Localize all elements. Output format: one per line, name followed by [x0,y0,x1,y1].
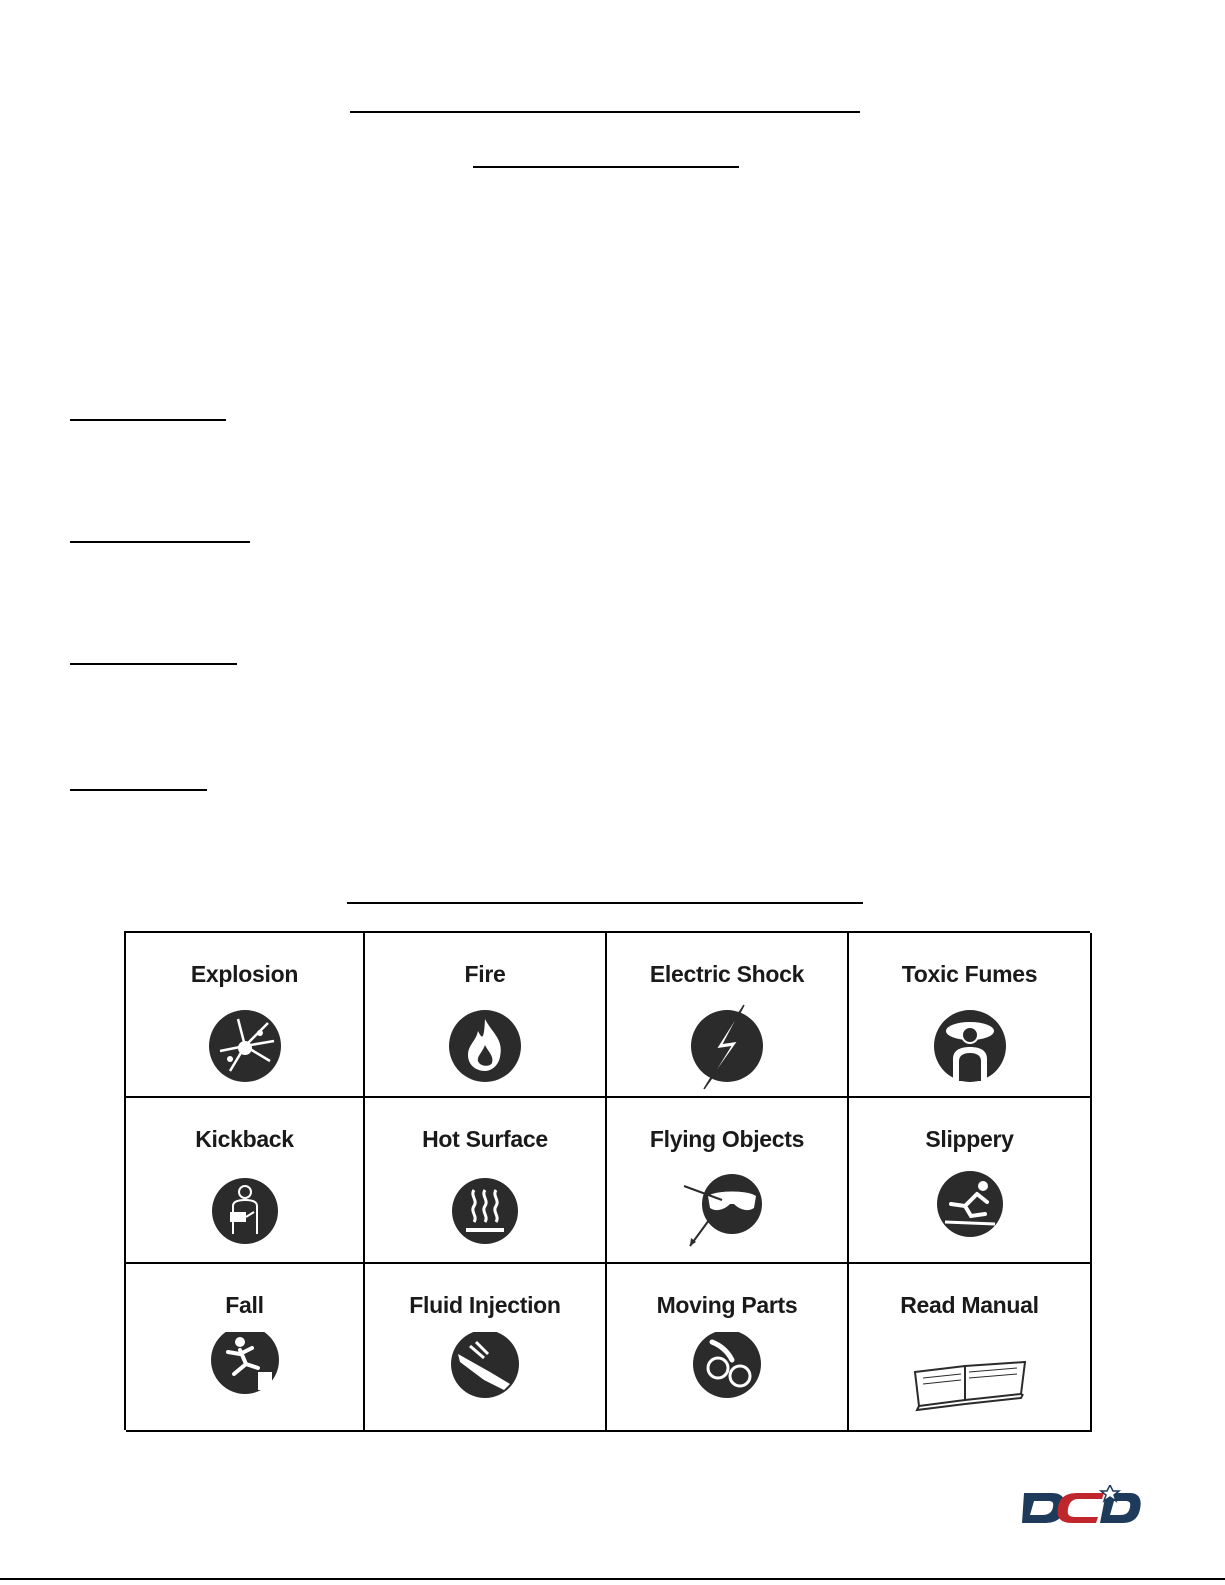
hazard-cell-electric-shock [607,933,849,1098]
hazard-cell-toxic-fumes [849,933,1092,1098]
hazard-label: Fire [464,961,506,987]
hazard-cell-fluid-injection [365,1264,607,1432]
hazard-symbol-table [124,931,1090,1430]
hazard-table-title-underline [347,902,863,904]
moving-parts-icon [682,1332,772,1422]
read-manual-icon [905,1332,1035,1422]
hazard-cell-flying-objects [607,1098,849,1264]
hazard-label: Read Manual [900,1292,1039,1318]
hazard-label: Toxic Fumes [901,961,1038,987]
hazard-label: Explosion [190,961,299,987]
hazard-cell-kickback [126,1098,365,1264]
hazard-cell-read-manual [849,1264,1092,1432]
page-bottom-rule [0,1578,1225,1580]
hazard-label: Flying Objects [649,1126,805,1152]
hazard-cell-fall [126,1264,365,1432]
hazard-label: Kickback [195,1126,294,1152]
kickback-icon [200,1166,290,1256]
subtitle-underline [473,166,739,168]
hot-surface-icon [440,1166,530,1256]
flying-objects-icon [682,1166,772,1256]
electric-shock-icon [682,1001,772,1091]
hazard-label: Slippery [925,1126,1014,1152]
fire-icon [440,1001,530,1091]
explosion-icon [200,1001,290,1091]
hazard-cell-moving-parts [607,1264,849,1432]
hazard-label: Electric Shock [649,961,805,987]
toxic-fumes-icon [925,1001,1015,1091]
section-heading-underline-1 [70,419,226,421]
dcd-logo [1022,1485,1142,1527]
hazard-cell-fire [365,933,607,1098]
section-heading-underline-4 [70,789,207,791]
slippery-icon [925,1166,1015,1256]
section-heading-underline-2 [70,541,250,543]
hazard-cell-explosion [126,933,365,1098]
hazard-label: Moving Parts [656,1292,798,1318]
hazard-cell-hot-surface [365,1098,607,1264]
hazard-label: Fluid Injection [409,1292,561,1318]
section-heading-underline-3 [70,663,237,665]
hazard-label: Fall [225,1292,264,1318]
hazard-cell-slippery [849,1098,1092,1264]
title-underline [350,111,860,113]
fall-icon [200,1332,290,1422]
fluid-injection-icon [440,1332,530,1422]
hazard-label: Hot Surface [422,1126,548,1152]
